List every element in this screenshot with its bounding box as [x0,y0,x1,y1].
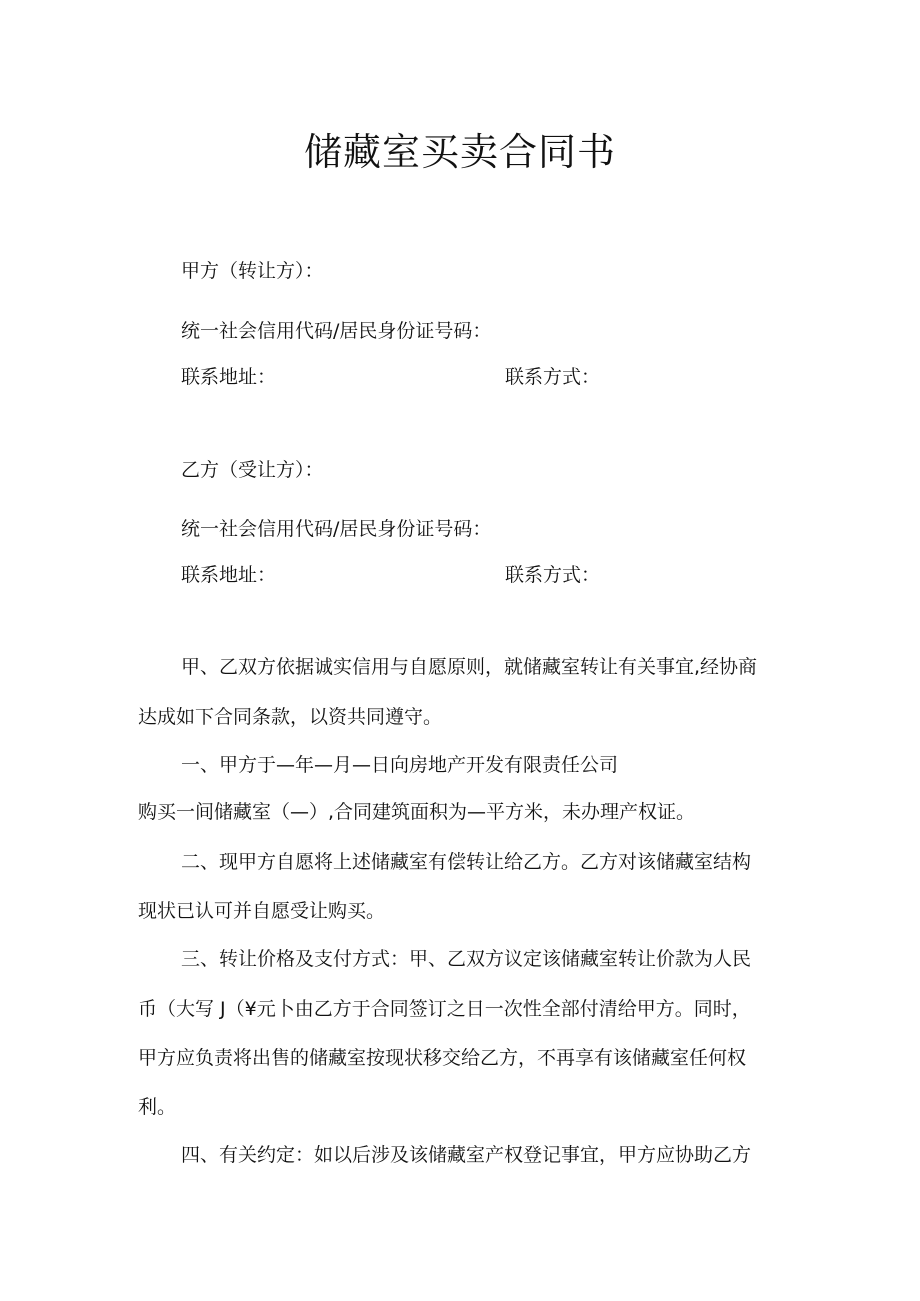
party-a-address-label: 联系地址： [181,366,277,388]
clause-1: 一、甲方于—年—月—日向房地产开发有限责任公司 [181,754,619,776]
body-line: 币（大写 J（¥元卜由乙方于合同签订之日一次性全部付清给甲方。同时， [138,998,751,1020]
document-title: 储藏室买卖合同书 [303,130,616,174]
body-line: 现状已认可并自愿受让购买。 [138,900,386,922]
party-a-heading: 甲方（转让方）： [181,260,324,282]
body-line: 甲、乙双方依据诚实信用与自愿原则，就储藏室转让有关事宜,经协商 [181,656,758,678]
body-line: 利。 [138,1096,177,1118]
party-a-contact-label: 联系方式： [505,366,601,388]
clause-2: 二、现甲方自愿将上述储藏室有偿转让给乙方。乙方对该储藏室结构 [181,851,752,873]
body-line: 达成如下合同条款，以资共同遵守。 [138,706,443,728]
clause-4: 四、有关约定：如以后涉及该储藏室产权登记事宜，甲方应协助乙方 [181,1144,752,1166]
body-line: 购买一间储藏室（—）,合同建筑面积为—平方米，未办理产权证。 [138,801,696,823]
party-a-id-label: 统一社会信用代码/居民身份证号码： [181,320,492,342]
party-b-contact-label: 联系方式： [505,564,601,586]
party-b-id-label: 统一社会信用代码/居民身份证号码： [181,518,492,540]
party-b-heading: 乙方（受让方）： [181,459,324,481]
body-line: 甲方应负责将出售的储藏室按现状移交给乙方，不再享有该储藏室任何权 [138,1047,747,1069]
party-b-address-label: 联系地址： [181,564,277,586]
clause-3: 三、转让价格及支付方式：甲、乙双方议定该储藏室转让价款为人民 [181,948,752,970]
